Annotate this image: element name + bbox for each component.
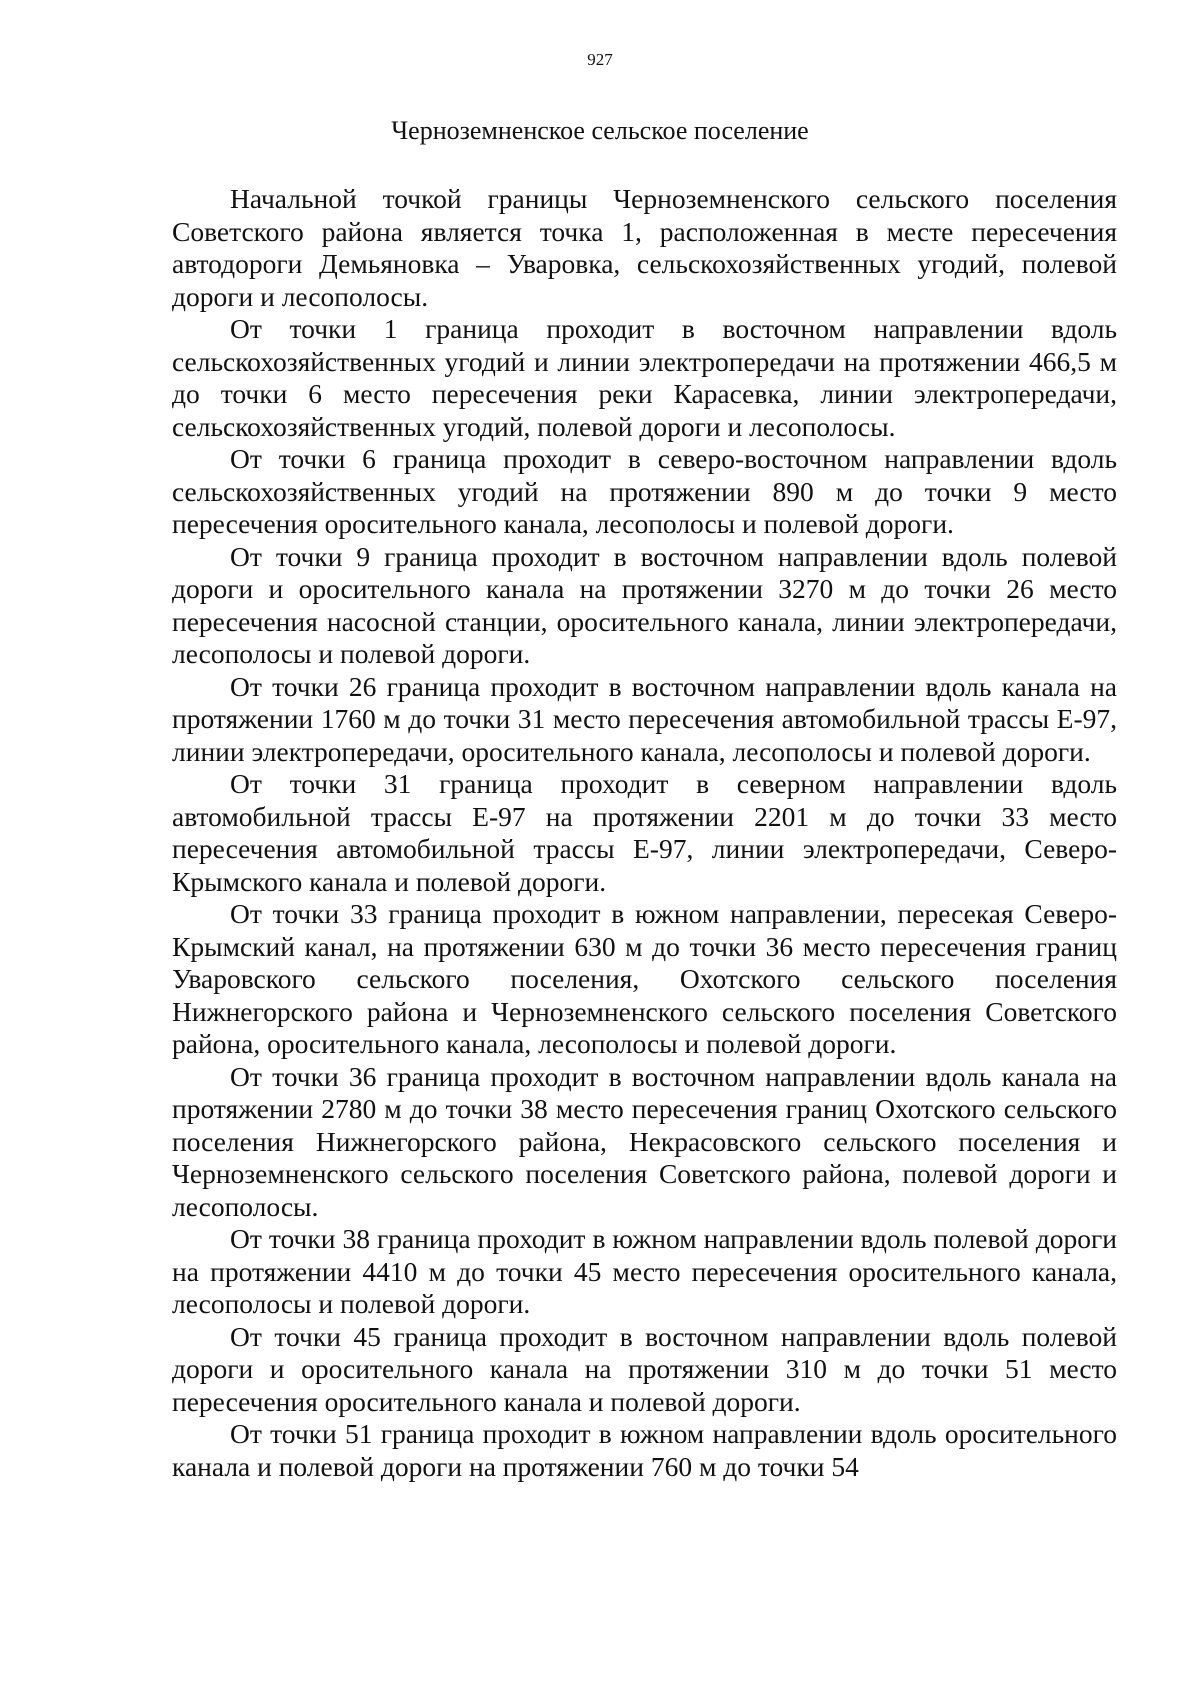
page-number: 927: [587, 50, 613, 69]
paragraph: От точки 33 граница проходит в южном направлении, пересекая Северо-Крымский канал, на протяжении 630 м до точки 36 место пересечения границ Уваровского сельского поселения, Охотского сельского поселения Нижнегорского района и Черноземненского сельского поселения Советского района, оросительного канала, лесополосы и полевой дороги.: [172, 898, 1117, 1059]
paragraph: От точки 51 граница проходит в южном направлении вдоль оросительного канала и полевой дороги на протяжении 760 м до точки 54: [172, 1418, 1117, 1482]
paragraph: Начальной точкой границы Черноземненского сельского поселения Советского района является точка 1, расположенная в месте пересечения автодороги Демьяновка – Уваровка, сельскохозяйственных угодий, полевой дороги и лесополосы.: [172, 183, 1117, 312]
section-title: Черноземненское сельское поселение: [391, 116, 809, 145]
paragraph: От точки 31 граница проходит в северном направлении вдоль автомобильной трассы Е-97 на протяжении 2201 м до точки 33 место пересечения автомобильной трассы Е-97, линии электропередачи, Северо-Крымского канала и полевой дороги.: [172, 768, 1117, 897]
paragraph: От точки 26 граница проходит в восточном направлении вдоль канала на протяжении 1760 м до точки 31 место пересечения автомобильной трассы Е-97, линии электропередачи, оросительного канала, лесополосы и полевой дороги.: [172, 670, 1117, 767]
paragraph: От точки 36 граница проходит в восточном направлении вдоль канала на протяжении 2780 м до точки 38 место пересечения границ Охотского сельского поселения Нижнегорского района, Некрасовского сельского поселения и Черноземненского сельского поселения Советского района, полевой дороги и лесополосы.: [172, 1060, 1117, 1222]
paragraph: От точки 9 граница проходит в восточном направлении вдоль полевой дороги и оросительного канала на протяжении 3270 м до точки 26 место пересечения насосной станции, оросительного канала, линии электропередачи, лесополосы и полевой дороги.: [172, 540, 1117, 669]
paragraph: От точки 1 граница проходит в восточном направлении вдоль сельскохозяйственных угодий и линии электропередачи на протяжении 466,5 м до точки 6 место пересечения реки Карасевка, линии электропередачи, сельскохозяйственных угодий, полевой дороги и лесополосы.: [172, 313, 1117, 442]
paragraph: От точки 45 граница проходит в восточном направлении вдоль полевой дороги и оросительного канала на протяжении 310 м до точки 51 место пересечения оросительного канала и полевой дороги.: [172, 1320, 1117, 1417]
paragraph: От точки 38 граница проходит в южном направлении вдоль полевой дороги на протяжении 4410 м до точки 45 место пересечения оросительного канала, лесополосы и полевой дороги.: [172, 1223, 1117, 1319]
paragraph: От точки 6 граница проходит в северо-восточном направлении вдоль сельскохозяйственных угодий на протяжении 890 м до точки 9 место пересечения оросительного канала, лесополосы и полевой дороги.: [172, 443, 1117, 539]
document-body: [172, 183, 1117, 1483]
